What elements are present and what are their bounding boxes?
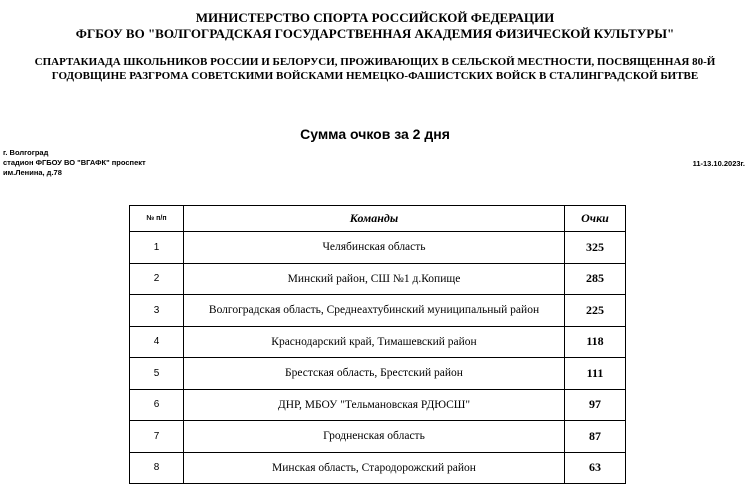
row-num: 2 [130, 263, 184, 295]
header-num: № п/п [130, 206, 184, 232]
venue-block [3, 148, 146, 178]
row-team: Челябинская область [184, 232, 565, 264]
page-title: Сумма очков за 2 дня [300, 126, 450, 142]
table-row [130, 326, 626, 358]
row-points: 285 [565, 263, 626, 295]
row-num: 3 [130, 295, 184, 327]
table-header-row [130, 206, 626, 232]
venue-city: г. Волгоград [3, 148, 49, 157]
row-points: 325 [565, 232, 626, 264]
event-date: 11-13.10.2023г. [692, 159, 745, 168]
row-num: 6 [130, 389, 184, 421]
row-team: Минский район, СШ №1 д.Копище [184, 263, 565, 295]
ministry-title: МИНИСТЕРСТВО СПОРТА РОССИЙСКОЙ ФЕДЕРАЦИИ [195, 10, 555, 25]
row-points: 118 [565, 326, 626, 358]
table-row [130, 295, 626, 327]
row-num: 8 [130, 452, 184, 484]
row-points: 97 [565, 389, 626, 421]
academy-title: ФГБОУ ВО "ВОЛГОГРАДСКАЯ ГОСУДАРСТВЕННАЯ АКАДЕМИЯ ФИЗИЧЕСКОЙ КУЛЬТУРЫ" [75, 26, 675, 41]
row-team: Гродненская область [184, 421, 565, 453]
row-points: 63 [565, 452, 626, 484]
results-table [129, 205, 626, 484]
row-team: Минская область, Стародорожский район [184, 452, 565, 484]
table-row [130, 452, 626, 484]
table-row [130, 263, 626, 295]
row-num: 7 [130, 421, 184, 453]
header-team: Команды [184, 206, 565, 232]
row-num: 1 [130, 232, 184, 264]
row-points: 225 [565, 295, 626, 327]
table-row [130, 421, 626, 453]
row-team: Краснодарский край, Тимашевский район [184, 326, 565, 358]
table-row [130, 358, 626, 390]
row-num: 4 [130, 326, 184, 358]
event-title-line1: СПАРТАКИАДА ШКОЛЬНИКОВ РОССИИ И БЕЛОРУСИ, ПРОЖИВАЮЩИХ В СЕЛЬСКОЙ МЕСТНОСТИ, ПОСВЯЩЕННАЯ 80-Й [34, 56, 716, 68]
venue-stadium: стадион ФГБОУ ВО "ВГАФК" проспект [3, 158, 146, 167]
venue-address: им.Ленина, д.78 [3, 168, 62, 177]
row-team: Брестская область, Брестский район [184, 358, 565, 390]
event-title-line2: ГОДОВЩИНЕ РАЗГРОМА СОВЕТСКИМИ ВОЙСКАМИ НЕМЕЦКО-ФАШИСТСКИХ ВОЙСК В СТАЛИНГРАДСКОЙ БИТВЕ [51, 70, 699, 82]
row-points: 111 [565, 358, 626, 390]
row-points: 87 [565, 421, 626, 453]
row-num: 5 [130, 358, 184, 390]
table-row [130, 389, 626, 421]
row-team: Волгоградская область, Среднеахтубинский муниципальный район [184, 295, 565, 327]
table-row [130, 232, 626, 264]
header-points: Очки [565, 206, 626, 232]
row-team: ДНР, МБОУ "Тельмановская РДЮСШ" [184, 389, 565, 421]
